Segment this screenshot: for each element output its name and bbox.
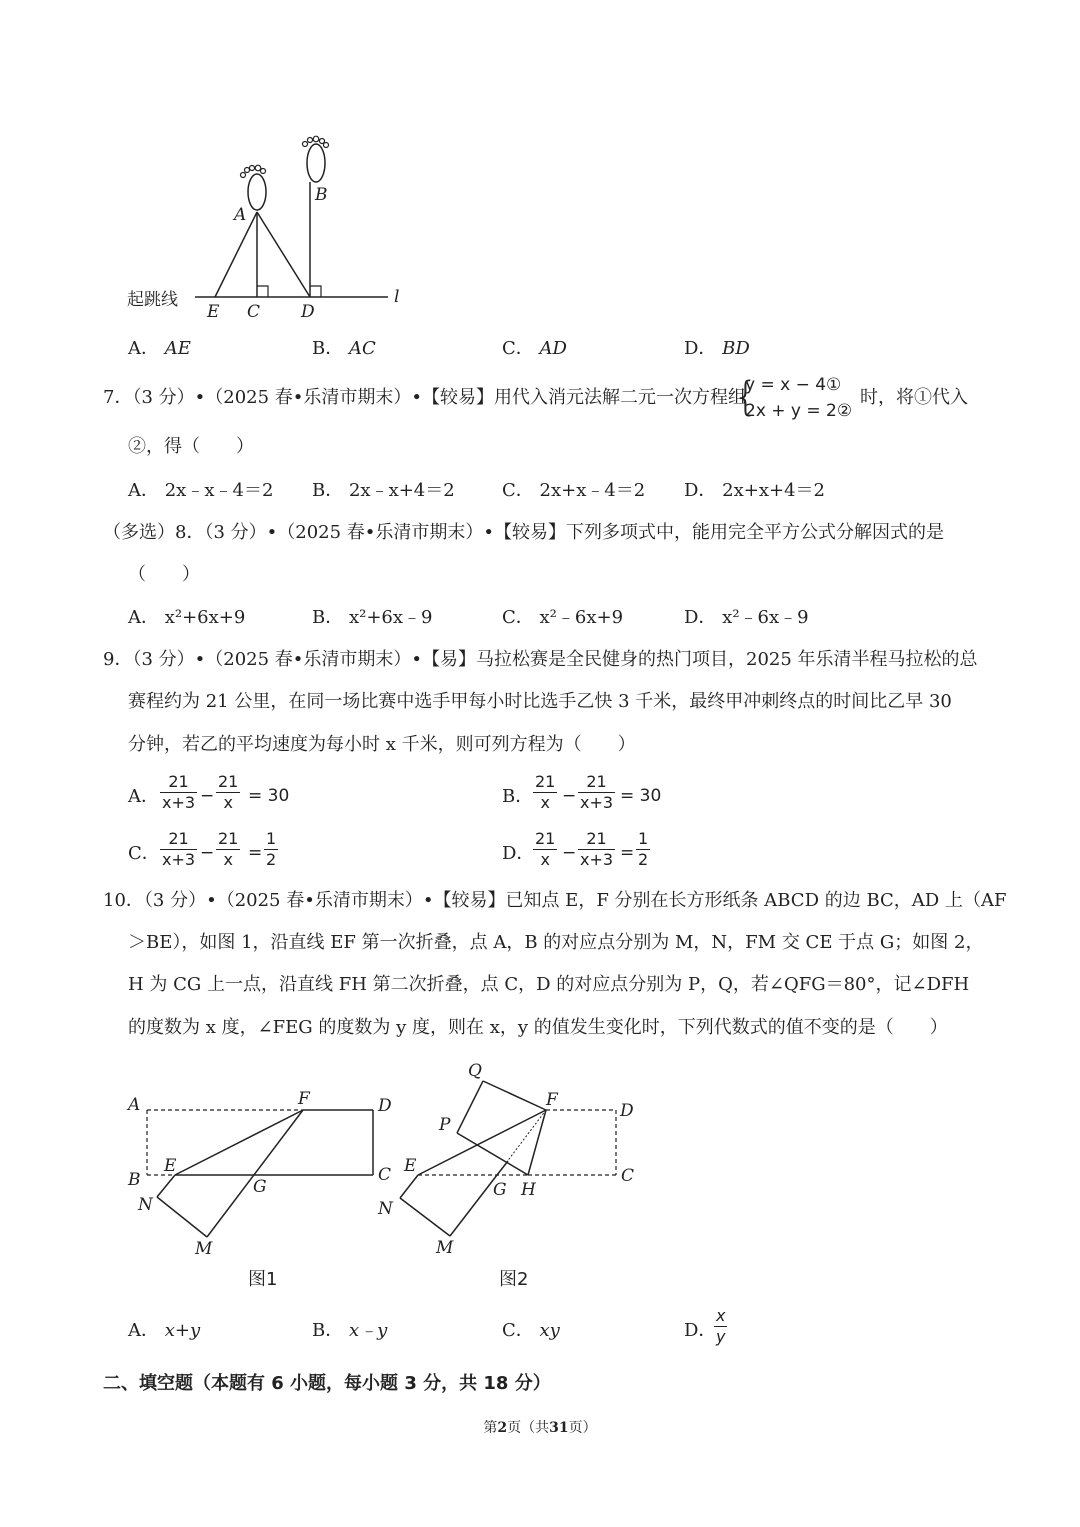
- fig2-label-c: C: [621, 1166, 635, 1186]
- fig2-label-e: E: [404, 1156, 417, 1176]
- q6-option-b: B． AC: [312, 338, 376, 359]
- q9-stem-line1: 9．（3 分）•（2025 春•乐清市期末）•【易】马拉松赛是全民健身的热门项目，2025 年乐清半程马拉松的总: [103, 649, 978, 670]
- fig6-start-line-label: 起跳线: [127, 290, 178, 310]
- q10-stem-line2: ＞BE），如图 1，沿直线 EF 第一次折叠，点 A，B 的对应点分别为 M，N，FM 交 CE 于点 G；如图 2，: [128, 932, 984, 953]
- fig2-label-m: M: [436, 1238, 454, 1258]
- q7-eq2: 2x + y = 2②: [745, 401, 853, 421]
- q10-stem-line3: H 为 CG 上一点，沿直线 FH 第二次折叠，点 C，D 的对应点分别为 P，Q，若∠QFG＝80°，记∠DFH: [128, 974, 970, 995]
- q9-a-rhs: = 30: [248, 786, 290, 806]
- fig6-label-b: B: [315, 185, 328, 205]
- fig2-label-h: H: [521, 1180, 536, 1200]
- q8-option-c: C． x²﹣6x+9: [502, 607, 624, 628]
- q9-c-equals: =: [248, 843, 263, 863]
- section-2-heading: 二、填空题（本题有 6 小题，每小题 3 分，共 18 分）: [103, 1373, 551, 1394]
- q10-stem-line4: 的度数为 x 度，∠FEG 的度数为 y 度，则在 x，y 的值发生变化时，下列代数式的值不变的是（ ）: [128, 1017, 948, 1038]
- fig2-label-g: G: [493, 1180, 507, 1200]
- fig6-label-d: D: [301, 302, 315, 322]
- footprint-icon-a: [241, 165, 267, 210]
- fig2-label-p: P: [439, 1115, 451, 1135]
- fig2-label-q: Q: [468, 1061, 482, 1081]
- figure-q10-fig2: [370, 1058, 650, 1258]
- q7-option-d: D． 2x+x+4＝2: [684, 480, 825, 501]
- q9-option-d-letter: D．: [502, 843, 535, 864]
- q9-d-frac2: 21 x+3: [580, 829, 614, 869]
- fig1-label-c: C: [378, 1165, 392, 1185]
- fig1-label-d: D: [378, 1096, 392, 1116]
- q9-b-rhs: = 30: [620, 786, 662, 806]
- q8-option-b: B． x²+6x﹣9: [312, 607, 433, 628]
- q10-option-d-letter: D．: [684, 1320, 717, 1341]
- page-footer: 第2页（共31页）: [483, 1420, 597, 1436]
- q10-option-d-frac: x y: [716, 1306, 726, 1346]
- q7-stem-prefix: 7．（3 分）•（2025 春•乐清市期末）•【较易】用代入消元法解二元一次方程组: [103, 387, 747, 408]
- q8-stem-line2: （ ）: [128, 564, 200, 585]
- q7-option-c: C． 2x+x﹣4＝2: [502, 480, 646, 501]
- fig6-label-e: E: [207, 302, 220, 322]
- q8-option-a: A． x²+6x+9: [128, 607, 246, 628]
- q9-option-b-letter: B．: [502, 786, 534, 807]
- q7-option-b: B． 2x﹣x+4＝2: [312, 480, 455, 501]
- q6-option-c: C． AD: [502, 338, 567, 359]
- q10-option-c: C． xy: [502, 1320, 560, 1341]
- q9-a-minus: −: [200, 786, 215, 806]
- q7-option-a: A． 2x﹣x﹣4＝2: [128, 480, 274, 501]
- figure-q6: [120, 130, 420, 325]
- footprint-icon-b: [303, 136, 329, 182]
- fig6-label-a: A: [234, 205, 247, 225]
- q9-d-half: 1 2: [638, 829, 649, 869]
- fig1-label-m: M: [195, 1239, 213, 1259]
- q9-b-minus: −: [562, 786, 577, 806]
- fig2-label-f: F: [546, 1090, 558, 1110]
- q6-option-a: A． AE: [128, 338, 191, 359]
- q8-stem-line1: （多选）8．（3 分）•（2025 春•乐清市期末）•【较易】下列多项式中，能用完全平方公式分解因式的是: [103, 522, 945, 543]
- q9-c-frac2: 21 x: [218, 829, 239, 869]
- q9-option-c-letter: C．: [128, 843, 160, 864]
- q10-option-a: A． x+y: [128, 1320, 201, 1341]
- fig1-label-b: B: [128, 1170, 141, 1190]
- q9-a-frac2: 21 x: [218, 772, 239, 812]
- fig1-label-a: A: [128, 1095, 141, 1115]
- q9-a-frac1: 21 x+3: [162, 772, 196, 812]
- fig6-label-l: l: [394, 287, 400, 307]
- figure-q10-fig1: [120, 1085, 410, 1260]
- q7-stem-suffix: 时，将①代入: [860, 387, 968, 408]
- q10-option-b: B． x﹣y: [312, 1320, 388, 1341]
- q9-d-minus: −: [562, 843, 577, 863]
- q9-c-minus: −: [200, 843, 215, 863]
- q7-eq1: y = x − 4①: [745, 375, 842, 395]
- fig1-label-e: E: [164, 1156, 177, 1176]
- q9-b-frac2: 21 x+3: [580, 772, 614, 812]
- q7-brace: {: [733, 374, 759, 420]
- q9-stem-line3: 分钟，若乙的平均速度为每小时 x 千米，则可列方程为（ ）: [128, 734, 636, 755]
- q6-option-d: D． BD: [684, 338, 750, 359]
- fig6-label-c: C: [247, 302, 261, 322]
- fig1-caption: 图1: [248, 1269, 278, 1290]
- q9-option-a-letter: A．: [128, 786, 159, 807]
- fig2-label-n: N: [378, 1199, 393, 1219]
- q9-d-equals: =: [620, 843, 635, 863]
- q7-stem-line2: ②，得（ ）: [128, 436, 254, 457]
- q9-c-half: 1 2: [266, 829, 277, 869]
- q9-c-frac1: 21 x+3: [162, 829, 196, 869]
- q8-option-d: D． x²﹣6x﹣9: [684, 607, 809, 628]
- fig2-label-d: D: [620, 1101, 634, 1121]
- q9-stem-line2: 赛程约为 21 公里，在同一场比赛中选手甲每小时比选手乙快 3 千米，最终甲冲刺终点的时间比乙早 30: [128, 691, 952, 712]
- q9-b-frac1: 21 x: [535, 772, 556, 812]
- fig1-label-g: G: [253, 1177, 267, 1197]
- fig1-label-f: F: [298, 1089, 310, 1109]
- fig2-caption: 图2: [499, 1269, 529, 1290]
- q10-stem-line1: 10．（3 分）•（2025 春•乐清市期末）•【较易】已知点 E，F 分别在长方形纸条 ABCD 的边 BC，AD 上（AF: [103, 890, 1007, 911]
- q9-d-frac1: 21 x: [535, 829, 556, 869]
- fig1-label-n: N: [138, 1195, 153, 1215]
